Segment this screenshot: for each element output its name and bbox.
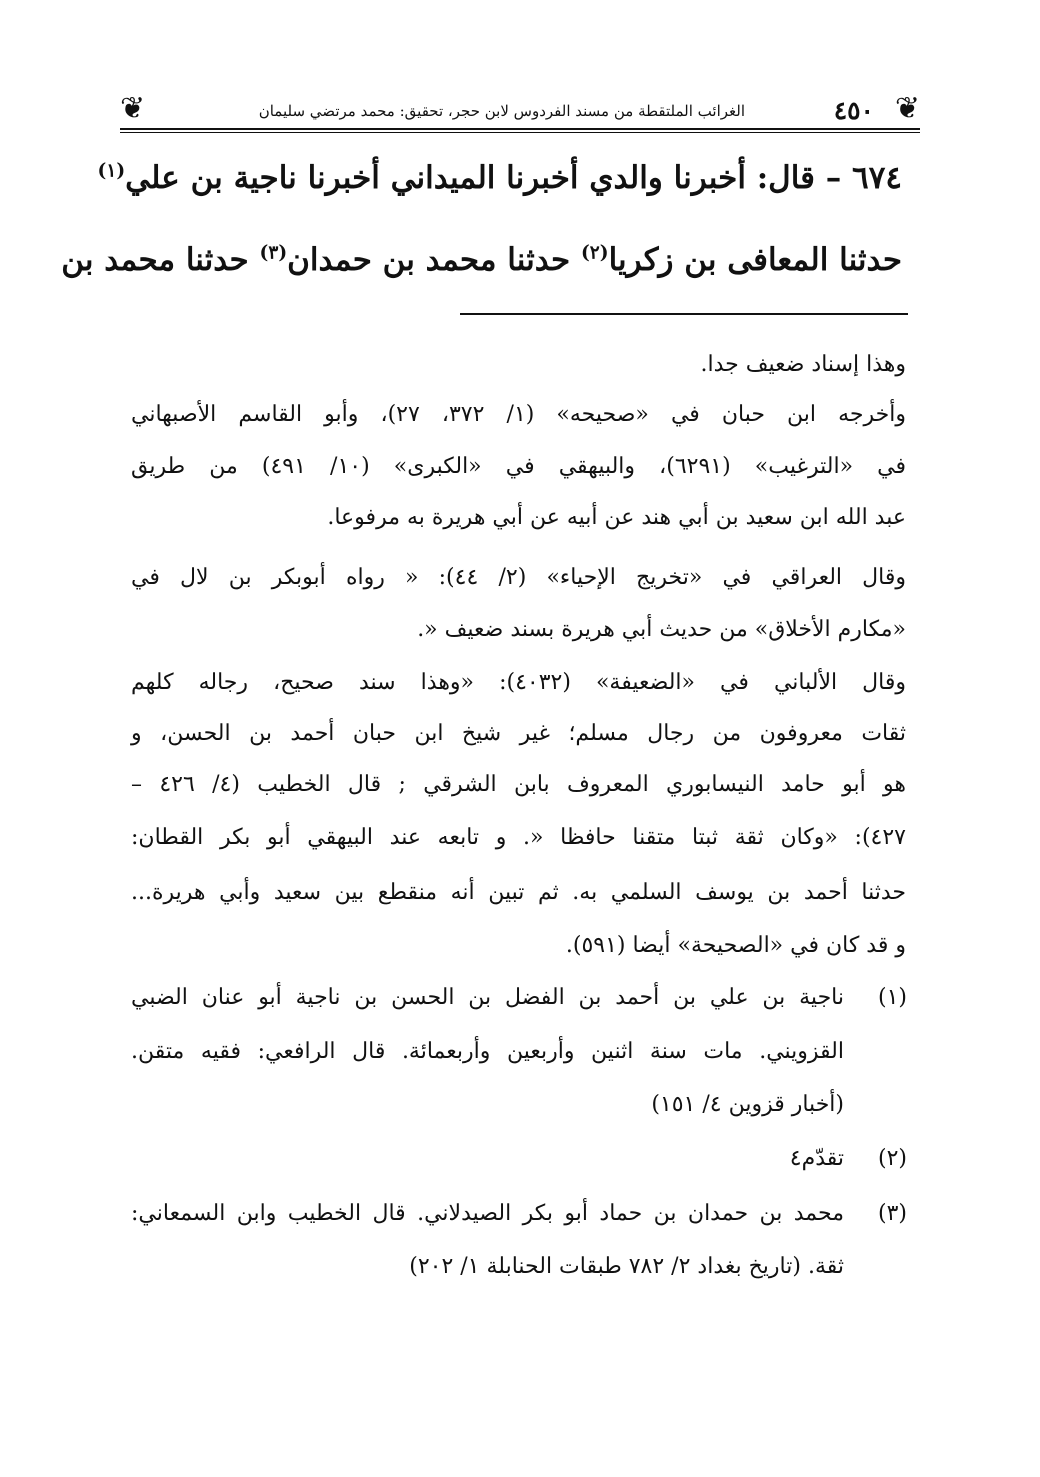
running-title: الغرائب الملتقطة من مسند الفردوس لابن حجر، تحقيق: محمد مرتضي سليمان [258,102,745,120]
commentary-line: «مكارم الأخلاق» من حديث أبي هريرة بسند ضعيف «. [417,617,906,642]
footnote-2-line: تقدّم٤ [789,1146,844,1171]
footnote-number-2: (٢) [877,1146,907,1171]
commentary-line: وقال العراقي في «تخريج الإحياء» (٢/ ٤٤): « رواه أبوبكر بن لال في [131,565,907,590]
commentary-line: هو أبو حامد النيسابوري المعروف بابن الشرقي ; قال الخطيب (٤/ ٤٢٦ – [131,772,906,797]
footnote-1-line: ناجية بن علي بن أحمد بن الفضل بن الحسن بن ناجية أبو عنان الضبي [131,985,844,1010]
commentary-line: و قد كان في «الصحيحة» أيضا (٥٩١). [565,933,906,958]
footnote-3-line: محمد بن حمدان بن حماد أبو بكر الصيدلاني. قال الخطيب وابن السمعاني: [131,1201,844,1226]
header-rule-thin [120,132,920,133]
commentary-line: ثقات معروفون من رجال مسلم؛ غير شيخ ابن حبان أحمد بن الحسن، و [131,721,906,746]
footnote-3-line: ثقة. (تاريخ بغداد ٢/ ٧٨٢ طبقات الحنابلة ١/ ٢٠٢) [409,1254,844,1279]
footnote-ref-3[interactable]: (٣) [259,242,288,264]
footnote-ref-1[interactable]: (١) [97,160,126,182]
page-number: ٤٥٠ [833,96,874,125]
footnote-separator [460,313,908,315]
footnote-number-3: (٣) [877,1201,907,1226]
commentary-line: وقال الألباني في «الضعيفة» (٤٠٣٢): «وهذا سند صحيح، رجاله كلهم [131,670,906,695]
commentary-line: وأخرجه ابن حبان في «صحيحه» (١/ ٣٧٢، ٢٧)، وأبو القاسم الأصبهاني [131,402,906,427]
commentary-line: في «الترغيب» (٦٢٩١)، والبيهقي في «الكبرى» (١٠/ ٤٩١) من طريق [131,454,906,479]
commentary-line: وهذا إسناد ضعيف جدا. [700,352,906,377]
commentary-line: عبد الله ابن سعيد بن أبي هند عن أبيه عن أبي هريرة به مرفوعا. [327,505,906,530]
ornament-left-icon: ❦ [120,91,146,126]
footnote-ref-2[interactable]: (٢) [580,242,609,264]
footnote-1-line: القزويني. مات سنة اثنين وأربعين وأربعمائة. قال الرافعي: فقيه متقن. [131,1039,844,1064]
commentary-line: ٤٢٧): «وكان ثقة ثبتا متقنا حافظا «. و تابعه عند البيهقي أبو بكر القطان: [131,825,906,850]
hadith-line-1: ٦٧٤ – قال: أخبرنا والدي أخبرنا الميداني أخبرنا ناجية بن علي$^{(١)}$ [97,160,902,196]
hadith-line-2: حدثنا المعافى بن زكريا$^{(٢)}$ حدثنا محمد بن حمدان$^{(٣)}$ حدثنا محمد بن [61,242,902,278]
footnote-1-line: (أخبار قزوين ٤/ ١٥١) [651,1092,844,1117]
page-header [120,92,920,136]
ornament-right-icon: ❦ [894,91,920,126]
commentary-line: حدثنا أحمد بن يوسف السلمي به. ثم تبين أنه منقطع بين سعيد وأبي هريرة... [131,880,906,905]
footnote-number-1: (١) [877,985,907,1010]
header-rule [120,128,920,130]
